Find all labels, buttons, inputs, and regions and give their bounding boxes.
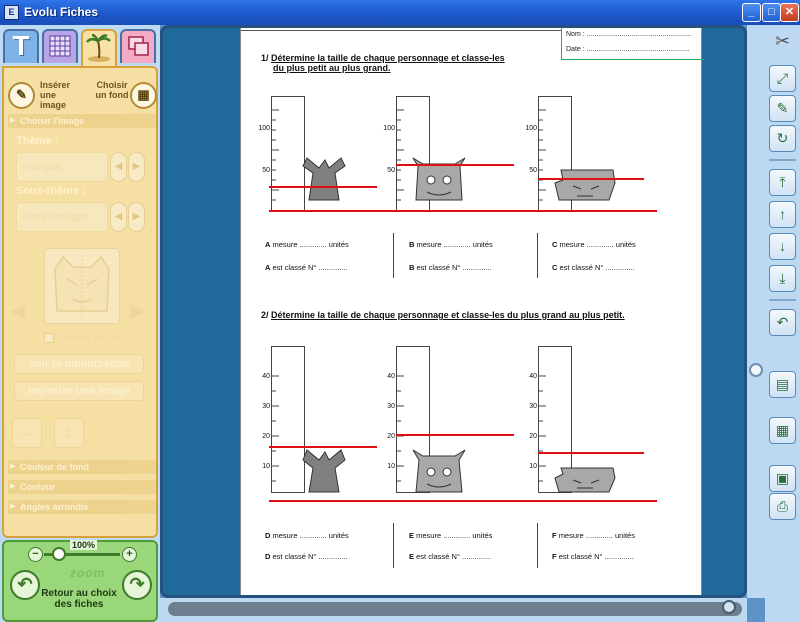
separator	[537, 233, 538, 278]
answer-c-rank-text: est classé N° ..............	[559, 263, 635, 272]
return-to-sheets-label[interactable]: Retour au choix des fiches	[41, 588, 117, 610]
answer-a-rank	[265, 263, 348, 272]
zoom-slider-handle[interactable]	[52, 547, 66, 561]
worksheet-page[interactable]	[240, 28, 702, 595]
height-line-f	[538, 452, 644, 454]
subtheme-label: Sous-thème :	[16, 185, 86, 197]
header-rule	[241, 30, 561, 31]
background-icon: ▦	[130, 82, 157, 109]
line-drawing-checkbox[interactable]	[44, 333, 127, 344]
answer-d-measure	[265, 531, 349, 540]
shapes-icon	[122, 31, 154, 61]
section-rounded-corners[interactable]: ▶ Angles arrondis	[8, 500, 156, 514]
ruler-e-label-40: 40	[387, 373, 395, 380]
section-choose-image[interactable]: ▶ Choisir l'image	[8, 114, 156, 128]
answer-e-measure	[409, 531, 492, 540]
answer-b-letter: B	[409, 240, 415, 249]
section-background-color[interactable]: ▶ Couleur de fond	[8, 460, 156, 474]
question-2-number: 2/	[261, 310, 269, 320]
ruler-b-label-100: 100	[383, 125, 395, 132]
resize-icon[interactable]: ⤢	[769, 65, 796, 92]
window-title: Evolu Fiches	[24, 5, 99, 19]
forward-arrow-icon[interactable]: ↷	[122, 570, 152, 600]
answer-c-letter: C	[552, 240, 558, 249]
edit-icon[interactable]: ✎	[769, 95, 796, 122]
import-image-button[interactable]: Importer une image	[14, 381, 144, 401]
answer-b-rank	[409, 263, 492, 272]
answer-d-letter: D	[265, 531, 271, 540]
calculator-icon[interactable]: ▤	[769, 371, 796, 398]
name-date-box	[561, 28, 704, 60]
date-field: Date : .....................................................	[566, 46, 690, 53]
ruler-f-label-30: 30	[529, 403, 537, 410]
answer-c-measure-text: mesure ............. unités	[559, 240, 636, 249]
separator	[393, 523, 394, 568]
answer-a-rank-letter: A	[265, 263, 271, 272]
q1-figures	[241, 88, 701, 218]
answer-a-measure-text: mesure ............. unités	[272, 240, 349, 249]
zoom-out-icon[interactable]: −	[28, 547, 43, 562]
close-button[interactable]: ✕	[780, 3, 799, 22]
image-tab[interactable]	[81, 29, 117, 67]
answer-d-rank-letter: D	[265, 552, 271, 561]
toolbar-separator	[769, 159, 796, 161]
subtheme-arrows	[110, 202, 146, 232]
answer-c-rank-letter: C	[552, 263, 558, 272]
answer-e-measure-text: mesure ............. unités	[416, 531, 493, 540]
minimize-button[interactable]: _	[742, 3, 761, 22]
zoom-in-icon[interactable]: +	[122, 547, 137, 562]
ruler-c-label-100: 100	[525, 125, 537, 132]
ruler-f-label-10: 10	[529, 463, 537, 470]
theme-label: Thème :	[16, 135, 59, 147]
ruler-c-label-50: 50	[529, 167, 537, 174]
height-line-e	[396, 434, 514, 436]
question-1-line2: du plus petit au plus grand.	[273, 63, 391, 73]
zoom-panel	[2, 540, 158, 622]
image-thumbnail[interactable]	[44, 248, 120, 324]
app-icon: E	[4, 5, 19, 20]
ruler-f-label-20: 20	[529, 433, 537, 440]
question-2	[261, 310, 625, 320]
answer-e-rank-letter: E	[409, 552, 415, 561]
figure-d	[303, 450, 345, 492]
grid-paste-icon[interactable]: ▦	[769, 417, 796, 444]
vertical-scrollbar[interactable]	[747, 25, 765, 598]
horizontal-scrollbar[interactable]	[160, 598, 747, 622]
horizontal-scroll-handle[interactable]	[722, 600, 736, 614]
image-prev-icon[interactable]: ◀	[10, 300, 26, 322]
answer-f-rank	[552, 552, 634, 561]
theme-arrows	[110, 152, 146, 182]
answer-d-measure-text: mesure ............. unités	[272, 531, 349, 540]
rotate-icon[interactable]: ↻	[769, 125, 796, 152]
grid-icon	[44, 31, 76, 61]
subtheme-prev-icon[interactable]: ◀	[110, 202, 127, 232]
answer-d-rank	[265, 552, 348, 561]
baseline-2	[269, 500, 657, 502]
bring-forward-icon[interactable]: ↑	[769, 201, 796, 228]
answer-c-measure	[552, 240, 636, 249]
answer-e-rank	[409, 552, 491, 561]
text-tab[interactable]: T	[3, 29, 39, 63]
image-next-icon[interactable]: ▶	[130, 300, 146, 322]
zoom-value: 100%	[72, 540, 96, 550]
zoom-word: zoom	[70, 566, 106, 580]
print-icon[interactable]: ⎙	[769, 493, 796, 520]
figure-e	[413, 450, 465, 492]
question-1-line1: Détermine la taille de chaque personnage et classe-les	[271, 53, 505, 63]
ruler-e-label-30: 30	[387, 403, 395, 410]
undo-icon[interactable]: ↶	[769, 309, 796, 336]
name-field: Nom : ......................................................	[566, 31, 692, 38]
back-arrow-icon[interactable]: ↶	[10, 570, 40, 600]
subtheme-next-icon[interactable]: ▶	[128, 202, 145, 232]
height-line-a	[269, 186, 377, 188]
height-line-c	[538, 178, 644, 180]
section-outline[interactable]: ▶ Contour	[8, 480, 156, 494]
separator	[393, 233, 394, 278]
insert-image-icon: ✎	[8, 82, 35, 109]
answer-b-rank-letter: B	[409, 263, 415, 272]
answer-a-letter: A	[265, 240, 271, 249]
answer-d-rank-text: est classé N° ..............	[272, 552, 348, 561]
answer-a-rank-text: est classé N° ..............	[272, 263, 348, 272]
send-backward-icon[interactable]: ↓	[769, 233, 796, 260]
answer-f-measure-text: mesure ............. unités	[558, 531, 635, 540]
ruler-e-label-10: 10	[387, 463, 395, 470]
ruler-d-label-10: 10	[262, 463, 270, 470]
ruler-d-label-40: 40	[262, 373, 270, 380]
title-bar	[0, 0, 800, 25]
shape-tab[interactable]	[120, 29, 156, 63]
ruler-a-label-50: 50	[262, 167, 270, 174]
ruler-e-label-20: 20	[387, 433, 395, 440]
ruler-b-label-50: 50	[387, 167, 395, 174]
right-toolbar	[765, 25, 800, 622]
send-back-icon[interactable]: ⤓	[769, 265, 796, 292]
palm-tree-icon	[83, 31, 115, 65]
toolbar-separator	[769, 299, 796, 301]
flip-vertical-icon[interactable]: ↕	[54, 418, 84, 448]
height-line-d	[269, 446, 377, 448]
answer-f-rank-text: est classé N° ..............	[558, 552, 634, 561]
theme-select[interactable]: mangas	[16, 152, 108, 182]
baseline-1	[269, 210, 657, 212]
theme-next-icon[interactable]: ▶	[128, 152, 145, 182]
image-tools-panel	[2, 66, 158, 538]
answer-f-rank-letter: F	[552, 552, 557, 561]
left-panel	[0, 25, 160, 622]
line-drawing-label: Dessin au trait	[58, 333, 127, 344]
answer-b-measure	[409, 240, 493, 249]
ruler-a-label-100: 100	[258, 125, 270, 132]
answer-b-measure-text: mesure ............. unités	[416, 240, 493, 249]
insert-image-label: Insérer une image	[40, 80, 71, 110]
document-viewport	[160, 25, 747, 598]
table-tab[interactable]	[42, 29, 78, 63]
ruler-d-label-20: 20	[262, 433, 270, 440]
save-icon[interactable]: ▣	[769, 465, 796, 492]
height-line-b	[396, 164, 514, 166]
question-1-number: 1/	[261, 53, 269, 63]
figure-a	[303, 158, 345, 200]
subtheme-select[interactable]: demi-mangas	[16, 202, 108, 232]
answer-e-rank-text: est classé N° ..............	[416, 552, 492, 561]
horizontal-scroll-track[interactable]	[168, 602, 742, 616]
question-2-text: Détermine la taille de chaque personnage et classe-les du plus grand au plus petit.	[271, 310, 625, 320]
answer-f-measure	[552, 531, 635, 540]
ruler-f-label-40: 40	[529, 373, 537, 380]
q2-figures	[241, 338, 701, 503]
answer-b-rank-text: est classé N° ..............	[416, 263, 492, 272]
library-button[interactable]: Voir la bibliothèque	[14, 354, 144, 374]
answer-a-measure	[265, 240, 349, 249]
maximize-button[interactable]: □	[762, 3, 781, 22]
answer-f-letter: F	[552, 531, 557, 540]
theme-prev-icon[interactable]: ◀	[110, 152, 127, 182]
bring-front-icon[interactable]: ⤒	[769, 169, 796, 196]
answer-e-letter: E	[409, 531, 415, 540]
choose-background-label: Choisir un fond	[95, 80, 129, 100]
answer-c-rank	[552, 263, 635, 272]
tools-icon[interactable]: ✂	[774, 31, 791, 51]
manga-face-icon	[45, 249, 119, 323]
separator	[537, 523, 538, 568]
question-1	[261, 53, 505, 73]
ruler-d-label-30: 30	[262, 403, 270, 410]
vertical-scroll-handle[interactable]	[749, 363, 763, 377]
flip-horizontal-icon[interactable]: ↔	[12, 418, 42, 448]
